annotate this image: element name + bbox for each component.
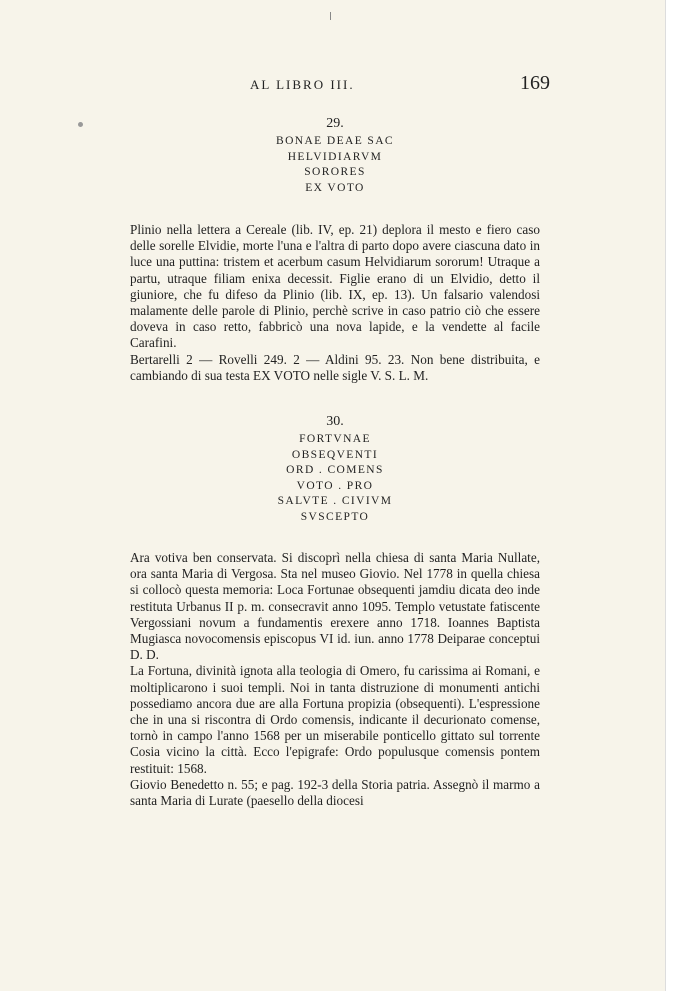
paragraph: Plinio nella lettera a Cereale (lib. IV, ep. 21) deplora il mesto e fiero caso delle sorelle Elvidie, morte l'una e l'altra di parto dopo avere ciascuna dato in luce una puttina: tristem et acerbum casum Helvidiarum sororum! Utraque a partu, utraque filiam enixa decessit. Figlie erano di un Elvidio, detto il giuniore, che fu difeso da Plinio (lib. IX, ep. 13). Un falsario valendosi malamente delle parole di Plinio, perchè scrive in caso patrio ciò che essere doveva in caso retto, fabbricò una nova lapide, e la vendette al facile Carafini.: [130, 222, 540, 351]
inscription-line: VOTO . PRO: [296, 479, 374, 492]
margin-dot: [78, 122, 83, 127]
inscription-line: HELVIDIARVM: [287, 150, 383, 163]
inscription-line: ORD . COMENS: [286, 464, 384, 477]
paragraph: Giovio Benedetto n. 55; e pag. 192-3 della Storia patria. Assegnò il marmo a santa Maria di Lurate (paesello della diocesi: [130, 776, 540, 809]
inscription-number: 29.: [326, 116, 344, 131]
inscription-30: [130, 414, 540, 525]
inscription-line: EX VOTO: [305, 181, 365, 194]
paragraph: Ara votiva ben conservata. Si discoprì nella chiesa di santa Maria Nullate, ora santa Maria di Vergosa. Sta nel museo Giovio. Nel 1778 in quella chiesa si collocò questa memoria: Loca Fortunae obsequenti jamdiu dicata deo inde restituta Urbanus II p. m. consecravit anno 1095. Templo vetustate fatiscente Vergossiani novum a fundamentis erexere anno 1718. Ioannes Baptista Mugiasca novocomensis episcopus VI id. iun. anno 1778 Deiparae conceptui D. D.: [130, 550, 540, 663]
inscription-line: SVSCEPTO: [300, 510, 370, 523]
paragraph: Bertarelli 2 — Rovelli 249. 2 — Aldini 95. 23. Non bene distribuita, e cambiando di sua testa EX VOTO nelle sigle V. S. L. M.: [130, 351, 540, 383]
commentary-29: [130, 222, 540, 384]
inscription-line: OBSEQVENTI: [291, 448, 379, 461]
inscription-29: [130, 116, 540, 196]
paragraph: La Fortuna, divinità ignota alla teologia di Omero, fu carissima ai Romani, e moltiplicarono i suoi templi. Noi in tanta distruzione di monumenti antichi possediamo ancora due are alla Fortuna propizia (obsequenti). L'espressione che in una si riscontra di Ordo comensis, indicante il decurionato comense, tornò in campo l'anno 1568 per un miserabile ponticello gittato sul torrente Cosia vicino la città. Ecco l'epigrafe: Ordo populusque comensis pontem restituit: 1568.: [130, 663, 540, 776]
inscription-line: BONAE DEAE SAC: [276, 135, 394, 148]
inscription-line: SALVTE . CIVIVM: [277, 495, 393, 508]
running-head: AL LIBRO III.: [250, 77, 355, 92]
inscription-line: SORORES: [304, 166, 366, 179]
inscription-number: 30.: [326, 414, 344, 429]
inscription-line: FORTVNAE: [299, 433, 371, 446]
page-number: 169: [520, 72, 550, 94]
margin-tick: [330, 12, 331, 20]
commentary-30: [130, 550, 540, 809]
page-header: [130, 72, 550, 95]
